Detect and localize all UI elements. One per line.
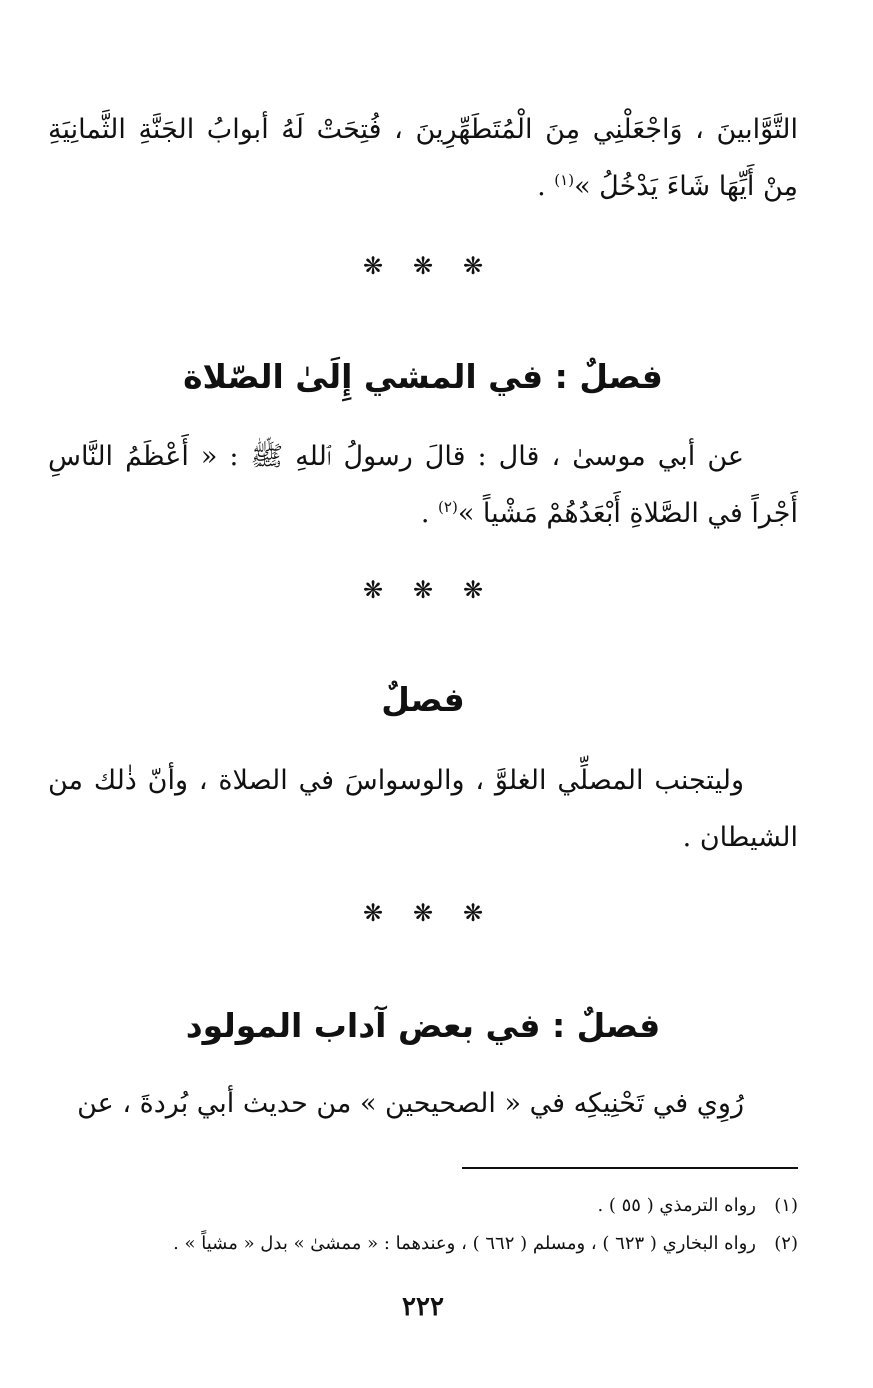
star-ornament-icon: ❋ [462, 899, 484, 927]
paragraph-text: رُوِي في تَحْنِيكِه في « الصحيحين » من حديث أبي بُردةَ ، عن [77, 1088, 744, 1119]
footnote-text: رواه البخاري ( ٦٢٣ ) ، ومسلم ( ٦٦٢ ) ، وعندهما : « ممشىٰ » بدل « مشياً » . [173, 1233, 756, 1254]
page-number: ٢٢٢ [402, 1292, 444, 1322]
paragraph-tail: . [420, 498, 439, 529]
section-separator [48, 899, 798, 927]
star-ornament-icon: ❋ [362, 576, 384, 604]
star-ornament-icon: ❋ [412, 576, 434, 604]
star-ornament-icon: ❋ [412, 252, 434, 280]
paragraph-text: التَّوَّابينَ ، وَاجْعَلْنِي مِنَ الْمُتَطَهِّرِينَ ، فُتِحَتْ لَهُ أبوابُ الجَنَّةِ الثَّمانِيَةِ مِنْ أَيِّهَا شَاءَ يَدْخُلُ » [48, 114, 798, 202]
section-heading-fasl: فصلٌ [381, 680, 465, 719]
paragraph-tail: . [537, 171, 555, 202]
star-ornament-icon: ❋ [362, 252, 384, 280]
paragraph-tawwabin [48, 101, 798, 215]
footnote-text: رواه الترمذي ( ٥٥ ) . [597, 1195, 756, 1216]
footnote-number: (١) [774, 1195, 798, 1216]
star-ornament-icon: ❋ [362, 899, 384, 927]
footnote-ref-2[interactable]: (٢) [438, 498, 458, 516]
footnote-number: (٢) [774, 1233, 798, 1254]
footnote-1 [48, 1193, 798, 1219]
section-heading-walking-to-prayer: فصلٌ : في المشي إِلَىٰ الصّلاة [183, 357, 663, 396]
star-ornament-icon: ❋ [462, 576, 484, 604]
footnote-ref-1[interactable]: (١) [554, 171, 575, 189]
paragraph-abu-musa [48, 428, 798, 542]
section-separator [48, 252, 798, 280]
paragraph-waswas [48, 752, 798, 866]
footnote-divider [462, 1167, 798, 1169]
paragraph-tahnik [48, 1075, 798, 1132]
section-heading-newborn-manners: فصلٌ : في بعض آداب المولود [185, 1006, 661, 1045]
star-ornament-icon: ❋ [462, 252, 484, 280]
star-ornament-icon: ❋ [412, 899, 434, 927]
paragraph-text: وليتجنب المصلِّي الغلوَّ ، والوسواسَ في الصلاة ، وأنّ ذٰلك من الشيطان . [48, 765, 798, 853]
paragraph-text: عن أبي موسىٰ ، قال : قالَ رسولُ ٱللهِ ﷺ : « أَعْظَمُ النَّاسِ أَجْراً في الصَّلاةِ أَبْعَدُهُمْ مَشْياً » [48, 441, 798, 529]
section-separator [48, 576, 798, 604]
footnote-2 [48, 1231, 798, 1257]
book-page [48, 0, 798, 1388]
